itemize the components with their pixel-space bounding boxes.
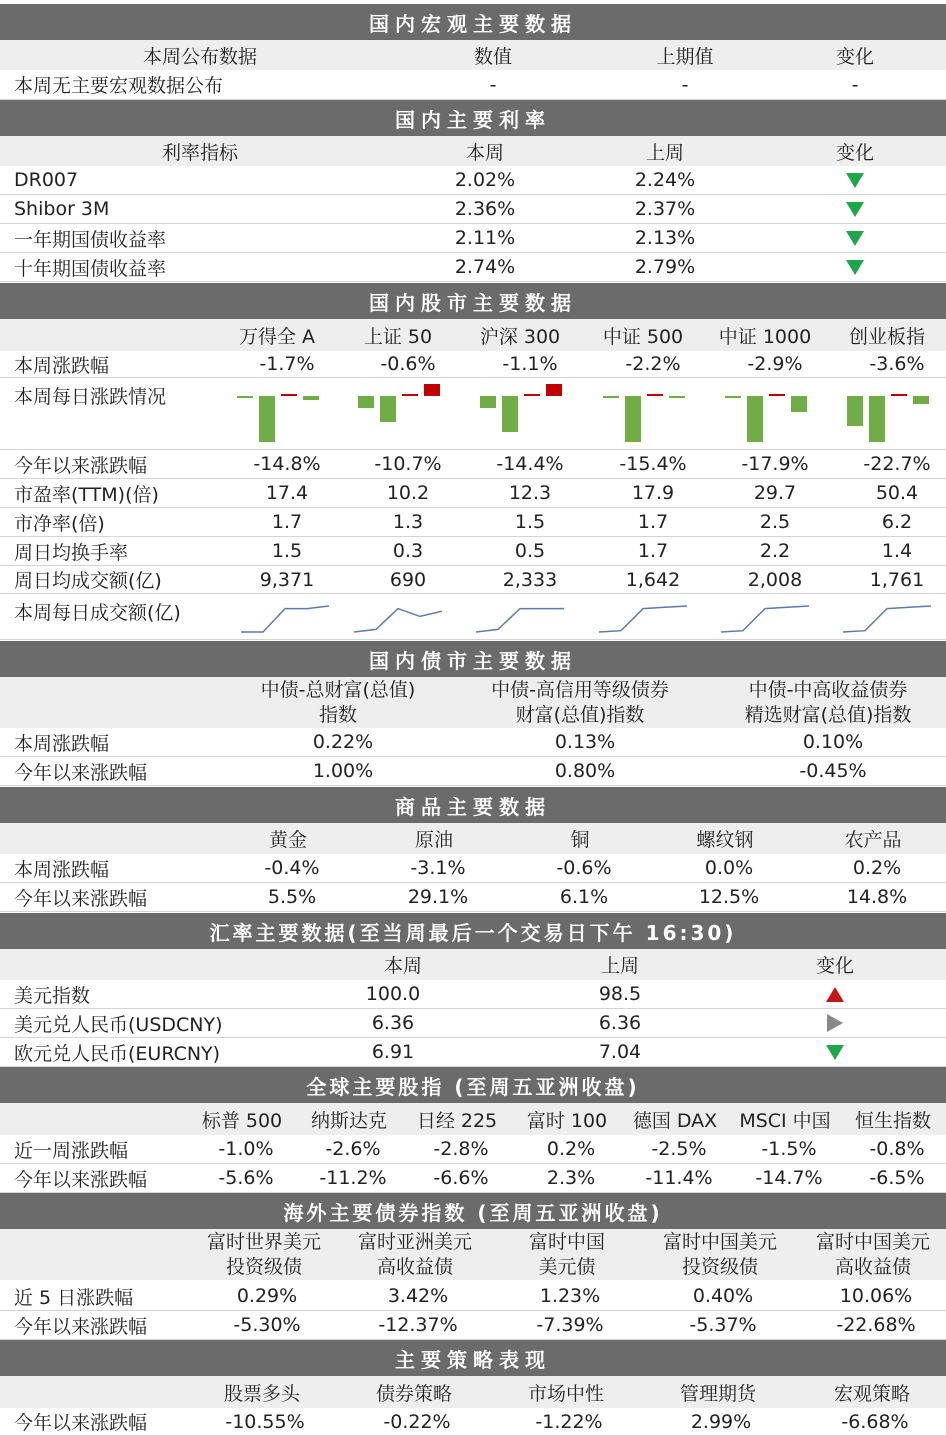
fx-name: 美元指数 bbox=[14, 984, 91, 1007]
strategy-header: 宏观策略 bbox=[833, 1382, 910, 1405]
daily-change-sparkbar bbox=[843, 384, 935, 444]
stock-value: -14.8% bbox=[253, 453, 321, 475]
turnover-line bbox=[354, 609, 442, 632]
daily-change-sparkbar bbox=[233, 384, 325, 444]
overseas-value: -22.68% bbox=[836, 1314, 916, 1336]
strategy-header: 债券策略 bbox=[375, 1382, 452, 1405]
daily-change-bar bbox=[380, 396, 396, 422]
daily-turnover-sparkline bbox=[239, 598, 335, 638]
global-value: 0.2% bbox=[546, 1138, 596, 1160]
stock-row-label: 本周涨跌幅 bbox=[14, 354, 110, 377]
stock-row bbox=[0, 378, 946, 450]
global-value: -11.4% bbox=[645, 1167, 713, 1189]
overseas-value: 0.29% bbox=[236, 1285, 298, 1307]
strategy-row-label: 今年以来涨跌幅 bbox=[14, 1412, 148, 1434]
daily-change-bar bbox=[281, 394, 297, 396]
down-triangle-icon bbox=[826, 1045, 844, 1060]
bond-value: 0.22% bbox=[312, 731, 374, 753]
overseas-index-header bbox=[645, 1229, 795, 1280]
section-title-overseas: 海外主要债券指数 (至周五亚洲收盘) bbox=[0, 1193, 946, 1229]
global-row bbox=[0, 1135, 946, 1164]
rate-previous: 2.79% bbox=[634, 256, 696, 278]
stock-index-header: 中证 500 bbox=[602, 325, 684, 348]
bond-index-header bbox=[213, 677, 463, 728]
rate-current: 2.02% bbox=[454, 169, 516, 191]
daily-turnover-sparkline bbox=[719, 598, 815, 638]
rate-current: 2.74% bbox=[454, 256, 516, 278]
overseas-header-line: 投资级债 bbox=[681, 1255, 758, 1278]
overseas-index-header bbox=[340, 1229, 490, 1280]
global-value: -11.2% bbox=[319, 1167, 387, 1189]
section-title-fx: 汇率主要数据(至当周最后一个交易日下午 16:30) bbox=[0, 913, 946, 949]
strategy-row bbox=[0, 1408, 946, 1436]
stock-value: 1.4 bbox=[881, 540, 913, 562]
commodity-value: 5.5% bbox=[267, 886, 317, 908]
global-header-row bbox=[0, 1103, 946, 1135]
section-title-global: 全球主要股指 (至周五亚洲收盘) bbox=[0, 1067, 946, 1103]
rate-name: 一年期国债收益率 bbox=[14, 228, 167, 251]
fx-row bbox=[0, 1009, 946, 1038]
strategy-header: 管理期货 bbox=[679, 1382, 756, 1405]
fx-change bbox=[740, 1009, 930, 1037]
global-value: 2.3% bbox=[546, 1167, 596, 1189]
rate-row bbox=[0, 166, 946, 195]
bond-header-line: 中债-中高收益债券 bbox=[748, 678, 908, 701]
section-title-stocks: 国内股市主要数据 bbox=[0, 283, 946, 319]
overseas-header-line: 富时中国 bbox=[528, 1230, 605, 1253]
rates-header-cell: 本周 bbox=[465, 141, 504, 164]
stock-row-label: 周日均成交额(亿) bbox=[14, 570, 162, 592]
bond-row bbox=[0, 757, 946, 786]
overseas-value: 10.06% bbox=[839, 1285, 913, 1307]
daily-change-bar bbox=[524, 394, 540, 396]
rate-row bbox=[0, 224, 946, 253]
section-title-rates: 国内主要利率 bbox=[0, 100, 946, 136]
stock-row bbox=[0, 537, 946, 566]
daily-change-bar bbox=[502, 396, 518, 432]
rate-current: 2.36% bbox=[454, 198, 516, 220]
rate-current: 2.11% bbox=[454, 227, 516, 249]
stock-value: -3.6% bbox=[869, 353, 925, 375]
fx-previous: 6.36 bbox=[598, 1012, 642, 1034]
fx-change bbox=[740, 980, 930, 1008]
daily-change-bar bbox=[891, 394, 907, 396]
section-title-macro: 国内宏观主要数据 bbox=[0, 4, 946, 40]
stock-value: 6.2 bbox=[881, 511, 913, 533]
macro-cell: - bbox=[681, 73, 689, 96]
stock-index-header: 创业板指 bbox=[848, 325, 925, 348]
global-value: -0.8% bbox=[869, 1138, 925, 1160]
fx-name: 美元兑人民币(USDCNY) bbox=[14, 1013, 223, 1036]
overseas-row bbox=[0, 1282, 946, 1311]
commodity-row bbox=[0, 883, 946, 912]
rates-header-row bbox=[0, 136, 946, 166]
stock-value: 1.5 bbox=[514, 511, 546, 533]
stock-row bbox=[0, 351, 946, 378]
bond-row-label: 今年以来涨跌幅 bbox=[14, 761, 148, 784]
overseas-value: 1.23% bbox=[539, 1285, 601, 1307]
global-value: -6.5% bbox=[869, 1167, 925, 1189]
bond-header-line: 精选财富(总值)指数 bbox=[744, 703, 912, 726]
commodity-value: 6.1% bbox=[559, 886, 609, 908]
stock-value: 12.3 bbox=[508, 482, 552, 504]
overseas-header-line: 高收益债 bbox=[376, 1255, 453, 1278]
rates-header-cell: 利率指标 bbox=[161, 141, 238, 164]
bond-header-line: 中债-总财富(总值) bbox=[260, 678, 416, 701]
stock-row-label: 市净率(倍) bbox=[14, 512, 105, 535]
rate-row bbox=[0, 195, 946, 224]
bond-row-label: 本周涨跌幅 bbox=[14, 732, 110, 755]
daily-change-bar bbox=[424, 384, 440, 396]
rate-previous: 2.37% bbox=[634, 198, 696, 220]
stock-value: -2.2% bbox=[625, 353, 681, 375]
overseas-index-header bbox=[189, 1229, 339, 1280]
overseas-header-line: 富时亚洲美元 bbox=[357, 1230, 472, 1253]
rate-name: 十年期国债收益率 bbox=[14, 257, 167, 280]
commodity-value: -0.6% bbox=[556, 857, 612, 879]
daily-change-bar bbox=[303, 396, 319, 400]
stock-value: 1.7 bbox=[271, 511, 303, 533]
daily-change-bar bbox=[791, 396, 807, 412]
stock-value: 2,333 bbox=[502, 568, 558, 591]
daily-change-bar bbox=[402, 394, 418, 396]
fx-header-cell: 本周 bbox=[383, 955, 422, 977]
fx-previous: 7.04 bbox=[598, 1041, 642, 1063]
stock-row-label: 市盈率(TTM)(倍) bbox=[14, 483, 159, 506]
overseas-index-header bbox=[798, 1229, 946, 1280]
stock-value: -14.4% bbox=[496, 453, 564, 475]
daily-change-sparkbar bbox=[721, 384, 813, 444]
macro-header-cell: 本周公布数据 bbox=[142, 45, 257, 68]
rates-header-cell: 上周 bbox=[645, 141, 684, 164]
daily-change-bar bbox=[847, 396, 863, 426]
stock-row bbox=[0, 508, 946, 537]
stock-row bbox=[0, 450, 946, 479]
commodity-value: 14.8% bbox=[846, 886, 908, 908]
rate-previous: 2.13% bbox=[634, 227, 696, 249]
overseas-header-line: 富时中国美元 bbox=[815, 1230, 930, 1253]
global-index-header: 富时 100 bbox=[526, 1109, 608, 1132]
fx-previous: 98.5 bbox=[598, 983, 642, 1005]
global-value: -2.8% bbox=[433, 1138, 489, 1160]
stock-value: -10.7% bbox=[374, 453, 442, 475]
global-index-header: MSCI 中国 bbox=[739, 1109, 831, 1132]
overseas-header-line: 富时世界美元 bbox=[206, 1230, 321, 1253]
daily-turnover-sparkline bbox=[841, 598, 937, 638]
turnover-line bbox=[599, 606, 687, 632]
fx-change bbox=[740, 1038, 930, 1066]
overseas-value: -5.37% bbox=[689, 1314, 757, 1336]
daily-change-sparkbar bbox=[354, 384, 446, 444]
rate-change bbox=[760, 166, 946, 194]
daily-turnover-sparkline bbox=[352, 598, 448, 638]
bond-value: 1.00% bbox=[312, 760, 374, 782]
turnover-line bbox=[843, 606, 931, 632]
stock-value: 1.3 bbox=[392, 511, 424, 533]
stock-index-header: 万得全 A bbox=[238, 325, 316, 348]
global-index-header: 日经 225 bbox=[416, 1109, 498, 1132]
overseas-header-line: 投资级债 bbox=[225, 1255, 302, 1278]
rate-change bbox=[760, 224, 946, 252]
bond-value: 0.80% bbox=[554, 760, 616, 782]
up-triangle-icon bbox=[826, 987, 844, 1002]
bond-header-line: 中债-高信用等级债券 bbox=[491, 678, 669, 701]
stock-index-header: 中证 1000 bbox=[718, 325, 812, 348]
daily-change-sparkbar bbox=[476, 384, 568, 444]
stock-value: -22.7% bbox=[863, 453, 931, 475]
stock-row bbox=[0, 594, 946, 640]
bonds-header-row bbox=[0, 677, 946, 728]
stock-value: 2.5 bbox=[759, 511, 791, 533]
global-value: -1.0% bbox=[218, 1138, 274, 1160]
bond-value: -0.45% bbox=[799, 760, 867, 782]
global-value: -2.6% bbox=[325, 1138, 381, 1160]
overseas-header-line: 美元债 bbox=[538, 1255, 596, 1278]
strategy-header: 股票多头 bbox=[223, 1382, 300, 1405]
stock-value: 1,761 bbox=[869, 568, 925, 591]
turnover-line bbox=[476, 609, 564, 632]
commodity-value: 12.5% bbox=[698, 886, 760, 908]
macro-header-cell: 变化 bbox=[835, 45, 874, 68]
overseas-row-label: 今年以来涨跌幅 bbox=[14, 1315, 148, 1338]
daily-change-bar bbox=[669, 396, 685, 398]
global-value: -2.5% bbox=[651, 1138, 707, 1160]
stock-value: -2.9% bbox=[747, 353, 803, 375]
global-value: -6.6% bbox=[433, 1167, 489, 1189]
overseas-value: -5.30% bbox=[233, 1314, 301, 1336]
commodity-row-label: 今年以来涨跌幅 bbox=[14, 887, 148, 910]
stock-value: 0.5 bbox=[514, 540, 546, 562]
global-index-header: 恒生指数 bbox=[854, 1109, 931, 1132]
bond-value: 0.13% bbox=[554, 731, 616, 753]
commodity-header: 原油 bbox=[414, 829, 453, 851]
strategy-header: 市场中性 bbox=[527, 1382, 604, 1405]
stock-value: 17.4 bbox=[265, 482, 309, 504]
daily-change-bar bbox=[259, 396, 275, 442]
commodity-value: 0.0% bbox=[704, 857, 754, 879]
overseas-value: 0.40% bbox=[692, 1285, 754, 1307]
bond-row bbox=[0, 728, 946, 757]
global-index-header: 纳斯达克 bbox=[310, 1109, 387, 1132]
global-index-header: 德国 DAX bbox=[632, 1109, 718, 1132]
daily-change-bar bbox=[913, 396, 929, 404]
strategy-value: -0.22% bbox=[383, 1410, 451, 1433]
stock-value: 690 bbox=[389, 568, 427, 591]
stock-value: -1.7% bbox=[259, 353, 315, 375]
macro-header-cell: 上期值 bbox=[656, 45, 714, 68]
macro-cell: - bbox=[851, 73, 859, 96]
overseas-value: 3.42% bbox=[387, 1285, 449, 1307]
fx-header-cell: 变化 bbox=[815, 955, 854, 977]
daily-change-bar bbox=[647, 394, 663, 396]
daily-change-bar bbox=[480, 396, 496, 408]
stock-value: 1.7 bbox=[637, 511, 669, 533]
global-value: -14.7% bbox=[755, 1167, 823, 1189]
rate-name: Shibor 3M bbox=[14, 198, 110, 220]
stock-index-header: 沪深 300 bbox=[479, 325, 561, 348]
overseas-row bbox=[0, 1311, 946, 1340]
daily-change-bar bbox=[769, 394, 785, 396]
overseas-row-label: 近 5 日涨跌幅 bbox=[14, 1286, 134, 1309]
stock-value: 1,642 bbox=[625, 568, 681, 591]
strategy-header-row bbox=[0, 1376, 946, 1408]
stock-value: 17.9 bbox=[631, 482, 675, 504]
macro-header-row bbox=[0, 40, 946, 70]
section-title-commodities: 商品主要数据 bbox=[0, 787, 946, 823]
commodity-header: 铜 bbox=[570, 829, 590, 851]
down-triangle-icon bbox=[846, 260, 864, 275]
stocks-header-row bbox=[0, 319, 946, 351]
rates-header-cell: 变化 bbox=[835, 141, 874, 164]
rate-row bbox=[0, 253, 946, 282]
turnover-line bbox=[721, 606, 809, 632]
stock-row-label: 本周每日成交额(亿) bbox=[14, 602, 181, 624]
stock-value: -1.1% bbox=[502, 353, 558, 375]
daily-change-bar bbox=[603, 396, 619, 398]
stock-row-label: 今年以来涨跌幅 bbox=[14, 454, 148, 477]
daily-change-bar bbox=[747, 396, 763, 442]
section-title-bonds: 国内债市主要数据 bbox=[0, 641, 946, 677]
commodity-value: 0.2% bbox=[852, 857, 902, 879]
stock-index-header: 上证 50 bbox=[363, 325, 433, 348]
daily-change-bar bbox=[546, 384, 562, 396]
daily-change-bar bbox=[237, 396, 253, 398]
stock-value: -15.4% bbox=[619, 453, 687, 475]
commodity-value: -0.4% bbox=[264, 857, 320, 879]
down-triangle-icon bbox=[846, 231, 864, 246]
rate-change bbox=[760, 195, 946, 223]
overseas-header-line: 富时中国美元 bbox=[662, 1230, 777, 1253]
stock-value: 1.7 bbox=[637, 540, 669, 562]
fx-current: 100.0 bbox=[365, 983, 421, 1005]
strategy-value: 2.99% bbox=[690, 1410, 752, 1433]
fx-name: 欧元兑人民币(EURCNY) bbox=[14, 1042, 221, 1065]
strategy-value: -6.68% bbox=[841, 1410, 909, 1433]
turnover-line bbox=[241, 606, 329, 632]
bond-header-line: 指数 bbox=[318, 703, 357, 726]
commodity-value: -3.1% bbox=[410, 857, 466, 879]
stock-value: 9,371 bbox=[259, 568, 315, 591]
stock-value: 2.2 bbox=[759, 540, 791, 562]
fx-header-row bbox=[0, 949, 946, 980]
overseas-index-header bbox=[492, 1229, 642, 1280]
rate-name: DR007 bbox=[14, 169, 79, 191]
macro-cell: 本周无主要宏观数据公布 bbox=[14, 75, 224, 97]
bond-index-header bbox=[703, 677, 946, 728]
overseas-header-line: 高收益债 bbox=[834, 1255, 911, 1278]
commodity-value: 29.1% bbox=[407, 886, 469, 908]
daily-turnover-sparkline bbox=[597, 598, 693, 638]
stock-value: 1.5 bbox=[271, 540, 303, 562]
daily-change-bar bbox=[625, 396, 641, 442]
global-value: -1.5% bbox=[761, 1138, 817, 1160]
macro-header-cell: 数值 bbox=[473, 45, 512, 68]
fx-header-cell: 上周 bbox=[600, 955, 639, 977]
commodity-row bbox=[0, 854, 946, 883]
stock-row-label: 本周每日涨跌情况 bbox=[14, 386, 167, 408]
global-value: -5.6% bbox=[218, 1167, 274, 1189]
bond-header-line: 财富(总值)指数 bbox=[515, 703, 645, 726]
rate-change bbox=[760, 253, 946, 281]
daily-turnover-sparkline bbox=[474, 598, 570, 638]
daily-change-bar bbox=[725, 396, 741, 398]
fx-row bbox=[0, 1038, 946, 1067]
global-row-label: 近一周涨跌幅 bbox=[14, 1139, 129, 1162]
overseas-header-row bbox=[0, 1229, 946, 1280]
stock-row bbox=[0, 479, 946, 508]
down-triangle-icon bbox=[846, 173, 864, 188]
section-title-strategy: 主要策略表现 bbox=[0, 1340, 946, 1376]
stock-value: -17.9% bbox=[741, 453, 809, 475]
fx-current: 6.91 bbox=[371, 1041, 415, 1063]
rate-previous: 2.24% bbox=[634, 169, 696, 191]
right-triangle-icon bbox=[827, 1014, 843, 1032]
commodity-header: 螺纹钢 bbox=[696, 829, 754, 851]
daily-change-sparkbar bbox=[599, 384, 691, 444]
stock-value: 0.3 bbox=[392, 540, 424, 562]
down-triangle-icon bbox=[846, 202, 864, 217]
stock-value: 10.2 bbox=[386, 482, 430, 504]
bond-value: 0.10% bbox=[802, 731, 864, 753]
global-index-header: 标普 500 bbox=[201, 1109, 283, 1132]
global-row bbox=[0, 1164, 946, 1193]
stock-value: 2,008 bbox=[747, 568, 803, 591]
commodity-header: 黄金 bbox=[268, 829, 307, 851]
commodity-row-label: 本周涨跌幅 bbox=[14, 858, 110, 881]
overseas-value: -7.39% bbox=[536, 1314, 604, 1336]
bond-index-header bbox=[455, 677, 705, 728]
daily-change-bar bbox=[869, 396, 885, 442]
stock-value: 50.4 bbox=[875, 482, 919, 504]
stock-value: 29.7 bbox=[753, 482, 797, 504]
strategy-value: -10.55% bbox=[225, 1410, 305, 1433]
stock-row bbox=[0, 566, 946, 594]
stock-value: -0.6% bbox=[380, 353, 436, 375]
commodities-header-row bbox=[0, 823, 946, 854]
strategy-value: -1.22% bbox=[535, 1410, 603, 1433]
global-row-label: 今年以来涨跌幅 bbox=[14, 1168, 148, 1191]
overseas-value: -12.37% bbox=[378, 1314, 458, 1336]
stock-row-label: 周日均换手率 bbox=[14, 541, 129, 564]
daily-change-bar bbox=[358, 396, 374, 408]
commodity-header: 农产品 bbox=[844, 829, 902, 851]
macro-cell: - bbox=[489, 73, 497, 96]
fx-row bbox=[0, 980, 946, 1009]
macro-row bbox=[0, 70, 946, 100]
fx-current: 6.36 bbox=[371, 1012, 415, 1034]
